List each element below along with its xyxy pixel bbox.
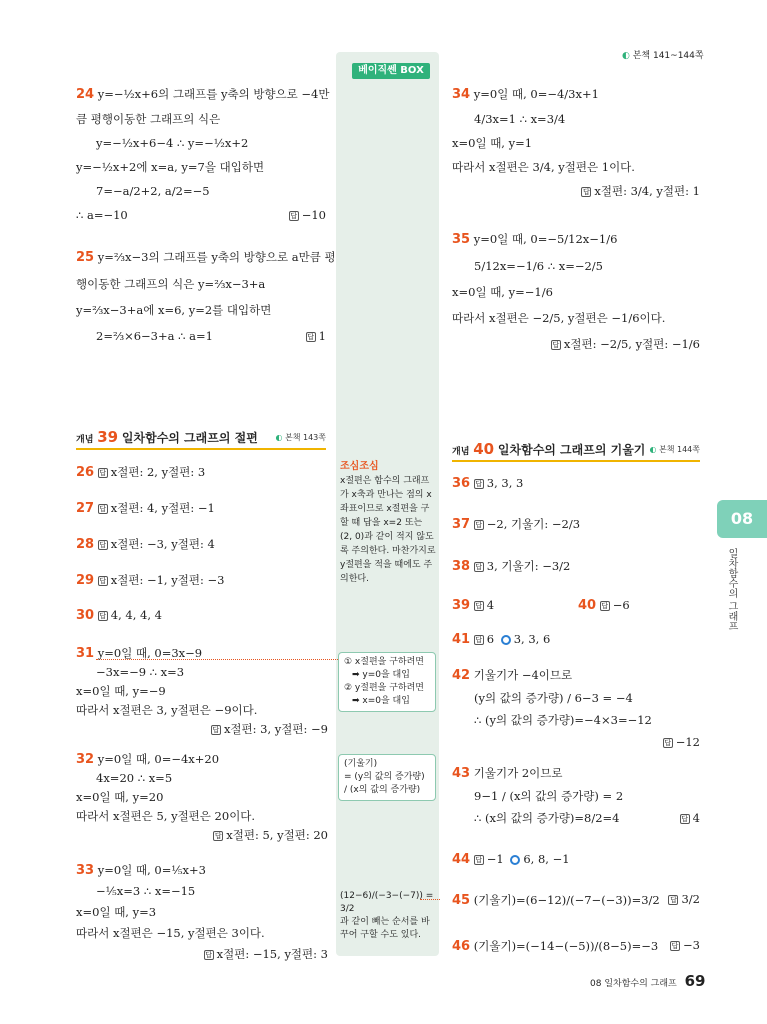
answer-icon: 답 (552, 341, 560, 349)
problem-25: 25 y=⅔x−3의 그래프를 y축의 방향으로 a만큼 평 행이동한 그래프의 식은 y=⅔x−3+a y=⅔x−3+a에 x=6, y=2를 대입하면 2=⅔×6−3+a ∴ a=1 답 1 (76, 250, 336, 343)
problem-38: 38 답 3, 기울기: −3/2 (452, 559, 571, 574)
problem-30: 30 답 4, 4, 4, 4 (76, 608, 162, 623)
problem-26: 26 답 x절편: 2, y절편: 3 (76, 465, 206, 480)
problem-33: 33 y=0일 때, 0=⅕x+3 −⅕x=3 ∴ x=−15 x=0일 때, y=3 따라서 x절편은 −15, y절편은 3이다. 답 x절편: −15, y절편: 3 (76, 863, 328, 961)
problem-46: 46 (기울기)=(−14−(−5))/(8−5)=−3 답 −3 (452, 938, 700, 954)
answer-icon: 답 (475, 563, 483, 571)
problem-35: 35 y=0일 때, 0=−5/12x−1/6 5/12x=−1/6 ∴ x=−2/5 x=0일 때, y=−1/6 따라서 x절편은 −2/5, y절편은 −1/6이다. 답 x절편: −2/5, y절편: −1/6 (452, 232, 700, 351)
note-connector (420, 899, 440, 900)
answer-icon: 답 (664, 739, 672, 747)
caution-title: 조심조심 (340, 461, 379, 472)
answer-icon: 답 (670, 896, 677, 904)
answer-icon: 답 (99, 505, 107, 513)
book-ref-icon: ◐ (649, 445, 657, 454)
answer-icon: 답 (99, 577, 107, 585)
problem-37: 37 답 −2, 기울기: −2/3 (452, 517, 581, 532)
problem-43: 43 기울기가 2이므로 9−1 / (x의 값의 증가량) = 2 ∴ (x의 값의 증가량)=8/2=4 답 4 (452, 766, 700, 825)
answer-icon: 답 (475, 602, 483, 610)
magnifier-icon (501, 635, 511, 645)
answer-icon: 답 (601, 602, 609, 610)
box-label: 베이직쎈 BOX (352, 63, 430, 79)
problem-42: 42 기울기가 −4이므로 (y의 값의 증가량) / 6−3 = −4 ∴ (y의 값의 증가량)=−4×3=−12 답 −12 (452, 668, 700, 749)
section-39-header: 개념 39 일차함수의 그래프의 절편 ◐ 본책 143쪽 (76, 428, 326, 450)
answer-icon: 답 (307, 333, 315, 341)
problem-24: 24 y=−½x+6의 그래프를 y축의 방향으로 −4만 큼 평행이동한 그래프의 식은 y=−½x+6−4 ∴ y=−½x+2 y=−½x+2에 x=a, y=7을 대입하면 7=−a/2+2, a/2=−5 ∴ a=−10 답 −10 (76, 87, 330, 222)
problem-39: 39 답 4 (452, 598, 495, 613)
answer-icon: 답 (99, 541, 107, 549)
order-tip-note: (12−6)/(−3−(−7)) = 3/2 과 같이 빼는 순서를 바꾸어 구할 수도 있다. (340, 891, 434, 940)
problem-45: 45 (기울기)=(6−12)/(−7−(−3))=3/2 답 3/2 (452, 892, 700, 908)
answer-icon: 답 (212, 726, 220, 734)
page-number: 69 (684, 972, 706, 990)
problem-27: 27 답 x절편: 4, y절편: −1 (76, 501, 215, 516)
section-40-header: 개념 40 일차함수의 그래프의 기울기 ◐ 본책 144쪽 (452, 440, 700, 462)
magnifier-icon (510, 855, 520, 865)
answer-icon: 답 (290, 212, 298, 220)
chapter-tab: 08 (717, 500, 767, 538)
problem-29: 29 답 x절편: −1, y절편: −3 (76, 573, 225, 588)
footer: 08 일차함수의 그래프 69 (590, 972, 706, 990)
problem-36: 36 답 3, 3, 3 (452, 476, 524, 491)
chapter-tab-title: 일차함수의 그래프 (726, 548, 737, 632)
answer-icon: 답 (475, 521, 483, 529)
problem-40: 40 답 −6 (578, 598, 630, 613)
header-ref: ◐ 본책 141~144쪽 (622, 51, 704, 61)
answer-icon: 답 (681, 815, 689, 823)
book-ref-icon: ◐ (275, 433, 283, 442)
answer-icon: 답 (475, 636, 483, 644)
answer-icon: 답 (214, 832, 222, 840)
intercept-tip-box: ① x절편을 구하려면 ➡ y=0을 대입 ② y절편을 구하려면 ➡ x=0을 대입 (338, 652, 436, 712)
answer-icon: 답 (99, 612, 107, 620)
problem-34: 34 y=0일 때, 0=−4/3x+1 4/3x=1 ∴ x=3/4 x=0일 때, y=1 따라서 x절편은 3/4, y절편은 1이다. 답 x절편: 3/4, y절편: 1 (452, 87, 700, 198)
answer-icon: 답 (582, 188, 590, 196)
problem-41: 41 답 6 3, 3, 6 (452, 632, 551, 647)
answer-icon: 답 (475, 480, 483, 488)
problem-32: 32 y=0일 때, 0=−4x+20 4x=20 ∴ x=5 x=0일 때, y=20 따라서 x절편은 5, y절편은 20이다. 답 x절편: 5, y절편: 20 (76, 752, 328, 842)
slope-tip-box: (기울기) = (y의 값의 증가량) / (x의 값의 증가량) (338, 754, 436, 801)
problem-31: 31 y=0일 때, 0=3x−9 −3x=−9 ∴ x=3 x=0일 때, y=−9 따라서 x절편은 3, y절편은 −9이다. 답 x절편: 3, y절편: −9 (76, 646, 328, 736)
answer-icon: 답 (205, 951, 212, 959)
book-ref-icon: ◐ (622, 51, 630, 61)
answer-icon: 답 (671, 942, 679, 950)
answer-icon: 답 (99, 469, 107, 477)
problem-44: 44 답 −1 6, 8, −1 (452, 852, 570, 867)
caution-note: 조심조심 x절편은 함수의 그래프가 x축과 만나는 점의 x좌표이므로 x절편을 구할 때 답을 x=2 또는 (2, 0)과 같이 적지 않도록 주의한다. 마찬가지로 y절편을 적을 때에도 주의한다. (340, 461, 436, 584)
problem-28: 28 답 x절편: −3, y절편: 4 (76, 537, 215, 552)
answer-icon: 답 (475, 856, 483, 864)
